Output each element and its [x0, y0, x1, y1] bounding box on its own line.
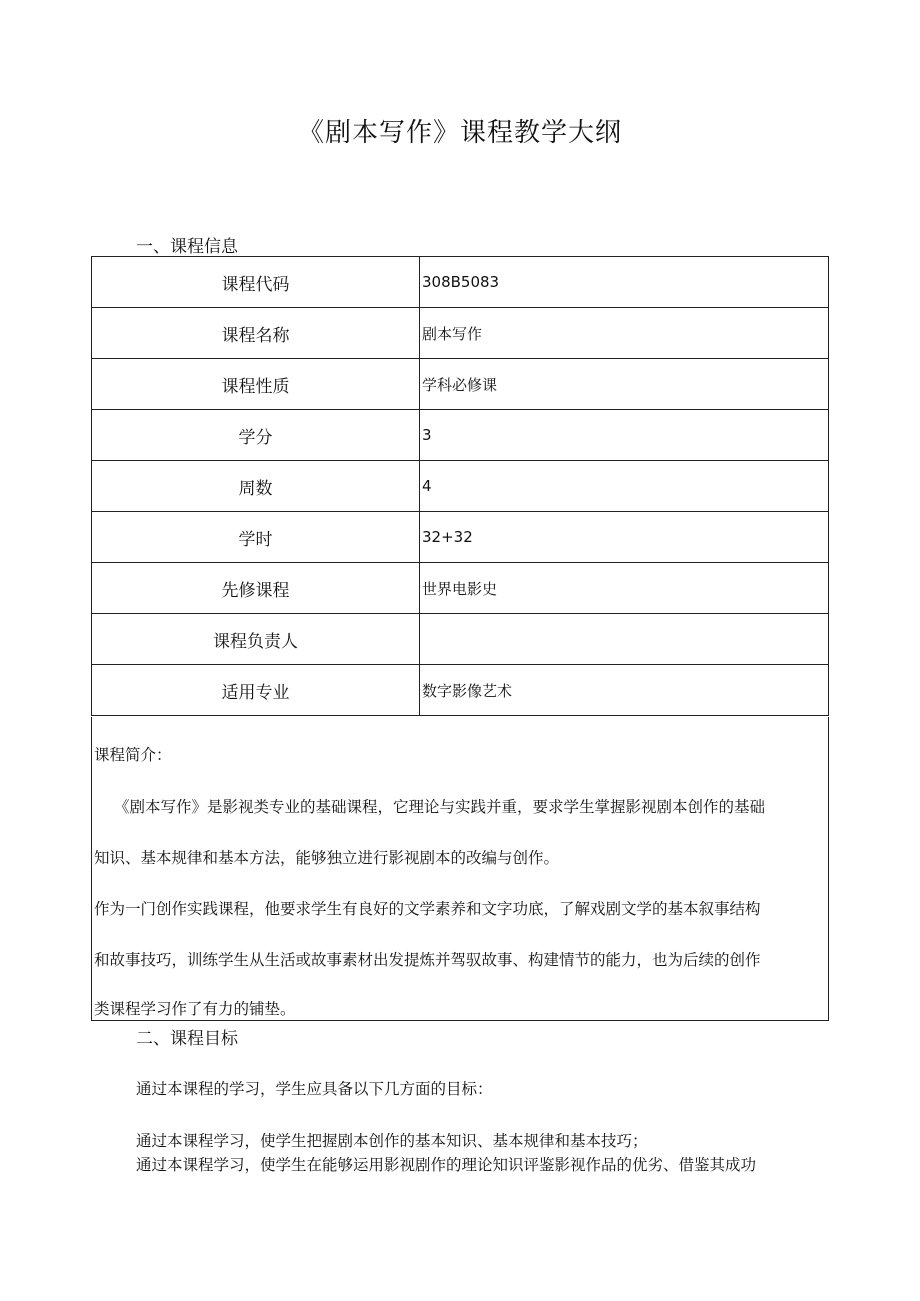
course-info-table [91, 256, 829, 716]
row-label-major: 适用专业 [92, 665, 420, 716]
table-row [92, 512, 829, 563]
goal-item: 通过本课程学习，使学生在能够运用影视剧作的理论知识评鉴影视作品的优劣、借鉴其成功 [136, 1156, 757, 1174]
row-label-course-code: 课程代码 [92, 257, 420, 308]
table-row [92, 308, 829, 359]
row-value-course-code: 308B5083 [420, 257, 829, 308]
course-intro-line: 作为一门创作实践课程，他要求学生有良好的文学素养和文字功底，了解戏剧文学的基本叙事结构 [94, 900, 761, 918]
row-value-credits: 3 [420, 410, 829, 461]
row-label-instructor: 课程负责人 [92, 614, 420, 665]
row-value-hours: 32+32 [420, 512, 829, 563]
row-value-instructor [420, 614, 829, 665]
table-row [92, 461, 829, 512]
table-row [92, 410, 829, 461]
row-label-hours: 学时 [92, 512, 420, 563]
table-row [92, 563, 829, 614]
row-label-prerequisite: 先修课程 [92, 563, 420, 614]
goal-item: 通过本课程学习，使学生把握剧本创作的基本知识、基本规律和基本技巧； [136, 1132, 648, 1150]
course-intro-line: 知识、基本规律和基本方法，能够独立进行影视剧本的改编与创作。 [94, 849, 560, 867]
row-label-course-type: 课程性质 [92, 359, 420, 410]
row-label-course-name: 课程名称 [92, 308, 420, 359]
goals-intro-text: 通过本课程的学习，学生应具备以下几方面的目标： [136, 1080, 493, 1098]
course-intro-heading: 课程简介： [94, 746, 172, 764]
course-intro-box [91, 717, 829, 1021]
row-value-prerequisite: 世界电影史 [420, 563, 829, 614]
course-intro-line: 类课程学习作了有力的铺垫。 [94, 1000, 296, 1018]
section-heading-course-goals: 二、课程目标 [136, 1029, 238, 1049]
course-intro-line: 《剧本写作》是影视类专业的基础课程，它理论与实践并重，要求学生掌握影视剧本创作的基础 [114, 798, 766, 816]
page-title: 《剧本写作》课程教学大纲 [297, 118, 622, 148]
course-intro-line: 和故事技巧，训练学生从生活或故事素材出发提炼并驾驭故事、构建情节的能力，也为后续的创作 [94, 951, 761, 969]
table-row [92, 359, 829, 410]
table-row [92, 614, 829, 665]
row-value-course-name: 剧本写作 [420, 308, 829, 359]
row-value-course-type: 学科必修课 [420, 359, 829, 410]
section-heading-course-info: 一、课程信息 [136, 237, 238, 257]
table-row [92, 665, 829, 716]
row-value-major: 数字影像艺术 [420, 665, 829, 716]
table-row [92, 257, 829, 308]
row-label-credits: 学分 [92, 410, 420, 461]
row-label-weeks: 周数 [92, 461, 420, 512]
row-value-weeks: 4 [420, 461, 829, 512]
